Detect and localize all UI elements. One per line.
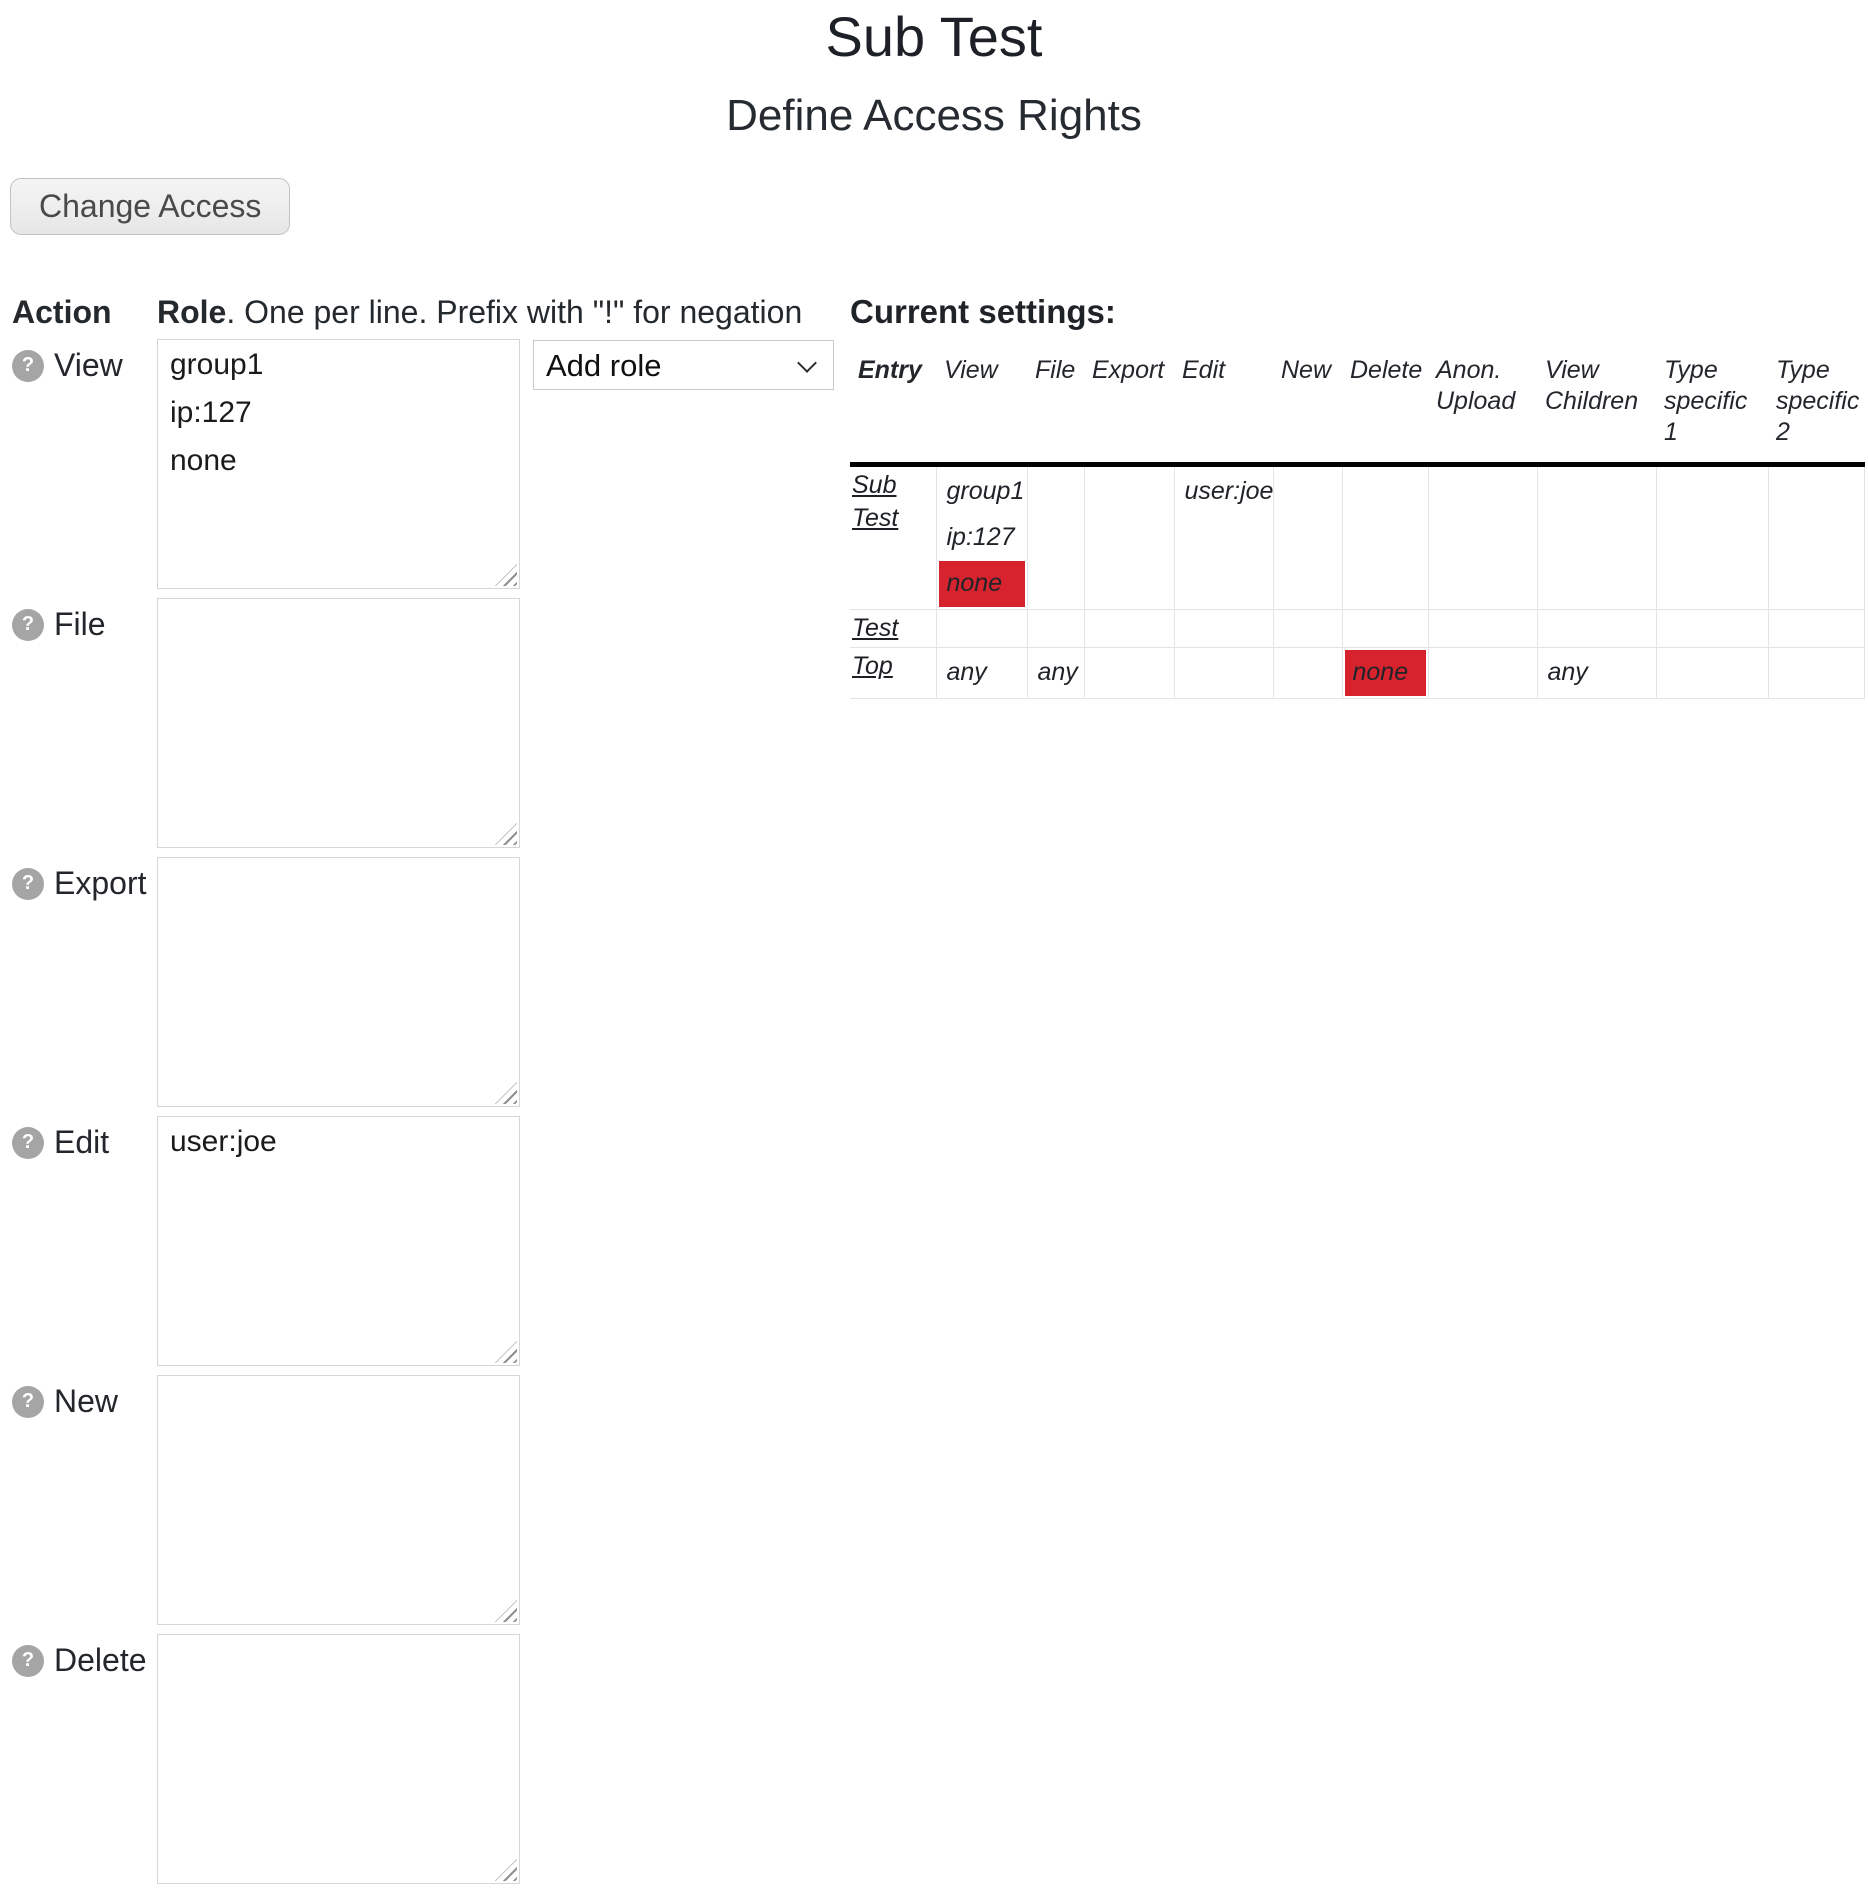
cell-sub-test-anon-upload (1428, 465, 1537, 610)
entry-cell-test (850, 610, 936, 648)
column-header-file: File (1027, 351, 1084, 465)
cell-sub-test-view (936, 465, 1027, 610)
action-label-export: Export (54, 865, 147, 901)
cell-top-anon-upload (1428, 648, 1537, 699)
change-access-button[interactable]: Change Access (10, 178, 290, 235)
cell-test-delete (1342, 610, 1428, 648)
export-roles-textarea[interactable] (157, 857, 520, 1107)
page-subtitle: Define Access Rights (726, 90, 1142, 140)
settings-header-row (850, 351, 1864, 465)
form-row-export (12, 857, 837, 1107)
cell-test-type-specific-1 (1656, 610, 1768, 648)
form-row-file (12, 598, 837, 848)
role-value: any (946, 658, 987, 686)
role-value: any (1037, 658, 1078, 686)
settings-row-test (850, 610, 1864, 648)
column-header-type-specific-2: Type specific 2 (1768, 351, 1864, 465)
add-role-cell (528, 339, 834, 390)
column-header-view: View (936, 351, 1027, 465)
cell-test-export (1084, 610, 1174, 648)
cell-sub-test-delete (1342, 465, 1428, 610)
role-value: ip:127 (946, 523, 1015, 551)
action-label-file: File (54, 606, 106, 642)
column-header-type-specific-1: Type specific 1 (1656, 351, 1768, 465)
column-header-entry: Entry (850, 351, 936, 465)
form-row-new (12, 1375, 837, 1625)
action-label-cell-edit (12, 1116, 157, 1161)
cell-test-edit (1174, 610, 1273, 648)
cell-top-type-specific-1 (1656, 648, 1768, 699)
roles-input-cell-file (157, 598, 528, 848)
access-form (12, 293, 837, 1893)
role-header-hint: . One per line. Prefix with "!" for negation (226, 294, 803, 330)
new-roles-textarea[interactable] (157, 1375, 520, 1625)
roles-input-cell-view (157, 339, 528, 589)
column-header-new: New (1273, 351, 1342, 465)
delete-roles-textarea[interactable] (157, 1634, 520, 1884)
action-label-edit: Edit (54, 1124, 110, 1160)
cell-top-view (936, 648, 1027, 699)
action-label-cell-view (12, 339, 157, 384)
action-label-cell-new (12, 1375, 157, 1420)
view-roles-textarea[interactable] (157, 339, 520, 589)
action-label-cell-file (12, 598, 157, 643)
cell-top-delete (1342, 648, 1428, 699)
negated-role-value: none (939, 561, 1025, 607)
add-role-select[interactable] (533, 340, 834, 390)
entry-cell-sub-test (850, 465, 936, 610)
action-column-header: Action (12, 294, 112, 330)
role-value: user:joe (1184, 477, 1274, 505)
entry-cell-top (850, 648, 936, 699)
role-value: group1 (946, 477, 1025, 505)
cell-top-type-specific-2 (1768, 648, 1864, 699)
settings-heading: Current settings: (850, 293, 1116, 330)
entry-link-test[interactable]: Test (852, 614, 899, 642)
cell-test-new (1273, 610, 1342, 648)
column-header-export: Export (1084, 351, 1174, 465)
cell-top-edit (1174, 648, 1273, 699)
edit-roles-textarea[interactable] (157, 1116, 520, 1366)
help-icon[interactable]: ? (12, 1127, 44, 1159)
column-header-edit: Edit (1174, 351, 1273, 465)
cell-test-file (1027, 610, 1084, 648)
cell-sub-test-file (1027, 465, 1084, 610)
action-label-new: New (54, 1383, 119, 1419)
cell-sub-test-type-specific-1 (1656, 465, 1768, 610)
cell-sub-test-export (1084, 465, 1174, 610)
cell-top-new (1273, 648, 1342, 699)
cell-sub-test-edit (1174, 465, 1273, 610)
cell-top-file (1027, 648, 1084, 699)
form-header-row (12, 293, 837, 331)
cell-top-view-children (1537, 648, 1656, 699)
help-icon[interactable]: ? (12, 609, 44, 641)
column-header-anon-upload: Anon. Upload (1428, 351, 1537, 465)
help-icon[interactable]: ? (12, 350, 44, 382)
form-row-delete (12, 1634, 837, 1884)
form-rows (12, 339, 837, 1884)
help-icon[interactable]: ? (12, 1645, 44, 1677)
action-label-cell-delete (12, 1634, 157, 1679)
entry-link-sub-test[interactable]: Sub Test (852, 471, 899, 532)
entry-link-top[interactable]: Top (852, 652, 893, 680)
file-roles-textarea[interactable] (157, 598, 520, 848)
settings-row-sub-test (850, 465, 1864, 610)
settings-row-top (850, 648, 1864, 699)
cell-sub-test-new (1273, 465, 1342, 610)
cell-sub-test-type-specific-2 (1768, 465, 1864, 610)
roles-input-cell-new (157, 1375, 528, 1625)
settings-table (850, 351, 1865, 699)
action-label-view: View (54, 347, 123, 383)
form-row-edit (12, 1116, 837, 1366)
negated-role-value: none (1345, 650, 1426, 696)
roles-input-cell-export (157, 857, 528, 1107)
cell-test-anon-upload (1428, 610, 1537, 648)
action-label-cell-export (12, 857, 157, 902)
help-icon[interactable]: ? (12, 1386, 44, 1418)
current-settings-panel (850, 293, 1865, 699)
roles-input-cell-delete (157, 1634, 528, 1884)
access-rights-page (0, 5, 1868, 1678)
role-column-header (157, 293, 837, 331)
cell-test-view (936, 610, 1027, 648)
role-header-bold: Role (157, 294, 227, 330)
column-header-delete: Delete (1342, 351, 1428, 465)
cell-top-export (1084, 648, 1174, 699)
action-label-delete: Delete (54, 1642, 147, 1678)
column-header-view-children: View Children (1537, 351, 1656, 465)
page-title: Sub Test (825, 5, 1043, 68)
cell-sub-test-view-children (1537, 465, 1656, 610)
role-value: any (1547, 658, 1588, 686)
cell-test-type-specific-2 (1768, 610, 1864, 648)
roles-input-cell-edit (157, 1116, 528, 1366)
help-icon[interactable]: ? (12, 868, 44, 900)
form-row-view (12, 339, 837, 589)
cell-test-view-children (1537, 610, 1656, 648)
